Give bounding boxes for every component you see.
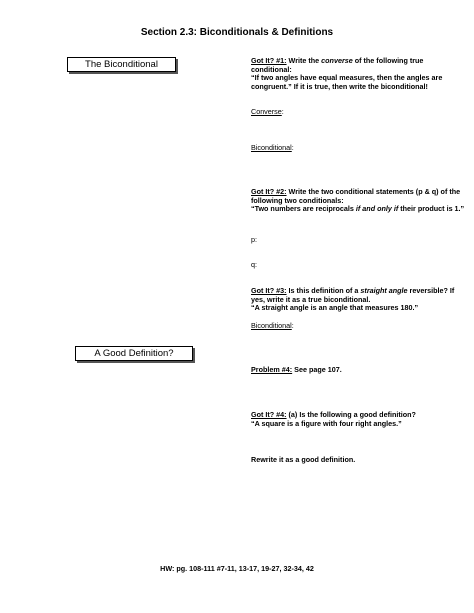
problem-4-text: See page 107. xyxy=(292,365,342,374)
section-box-biconditional: The Biconditional xyxy=(67,57,176,72)
got-it-4-prompt xyxy=(251,411,466,428)
got-it-2-quote-b: their product is 1.” xyxy=(398,204,465,214)
got-it-1-prompt xyxy=(251,57,466,91)
got-it-3-em: straight angle xyxy=(360,286,408,295)
got-it-3-text-b: reversible? If yes, write it as a true biconditional. xyxy=(251,286,455,304)
section-box-good-definition: A Good Definition? xyxy=(75,346,193,361)
got-it-2-prompt xyxy=(251,188,466,214)
got-it-1-converse-word: converse xyxy=(321,56,353,65)
got-it-1-text-b: of the following true conditional: xyxy=(251,56,424,74)
got-it-3-prompt xyxy=(251,287,466,313)
got-it-2-quote-a: “Two numbers are reciprocals xyxy=(251,204,356,214)
got-it-3-text-a: Is this definition of a xyxy=(286,286,361,295)
converse-line: Converse: xyxy=(251,107,284,116)
p-label: p: xyxy=(251,235,257,244)
got-it-4-label: Got It? #4: xyxy=(251,410,287,419)
homework-line: HW: pg. 108-111 #7-11, 13-17, 19-27, 32-34, 42 xyxy=(160,564,314,573)
q-label: q: xyxy=(251,260,257,269)
got-it-1-quote: “If two angles have equal measures, then the angles are congruent.” If it is true, then write the biconditional! xyxy=(251,73,443,91)
got-it-2-quote-em: if and only if xyxy=(355,204,399,214)
biconditional-label-1: Biconditional xyxy=(251,143,292,152)
got-it-2-label: Got It? #2: xyxy=(251,187,287,196)
problem-4-label: Problem #4: xyxy=(251,365,293,374)
got-it-2-text: Write the two conditional statements (p & q) of the following two conditionals: xyxy=(251,187,461,205)
got-it-1-label: Got It? #1: xyxy=(251,56,287,65)
problem-4 xyxy=(251,366,466,375)
biconditional-line-1: Biconditional: xyxy=(251,143,294,152)
page-title: Section 2.3: Biconditionals & Definitions xyxy=(140,27,334,38)
biconditional-line-2: Biconditional: xyxy=(251,321,294,330)
got-it-4-text: (a) Is the following a good definition? xyxy=(286,410,416,419)
got-it-3-label: Got It? #3: xyxy=(251,286,287,295)
got-it-3-quote: “A straight angle is an angle that measures 180.” xyxy=(251,303,419,313)
got-it-1-text-a: Write the xyxy=(286,56,322,65)
converse-label: Converse xyxy=(251,107,282,116)
got-it-4-quote: “A square is a figure with four right angles.” xyxy=(251,418,402,428)
biconditional-label-2: Biconditional xyxy=(251,321,292,330)
rewrite-prompt: Rewrite it as a good definition. xyxy=(251,455,356,464)
